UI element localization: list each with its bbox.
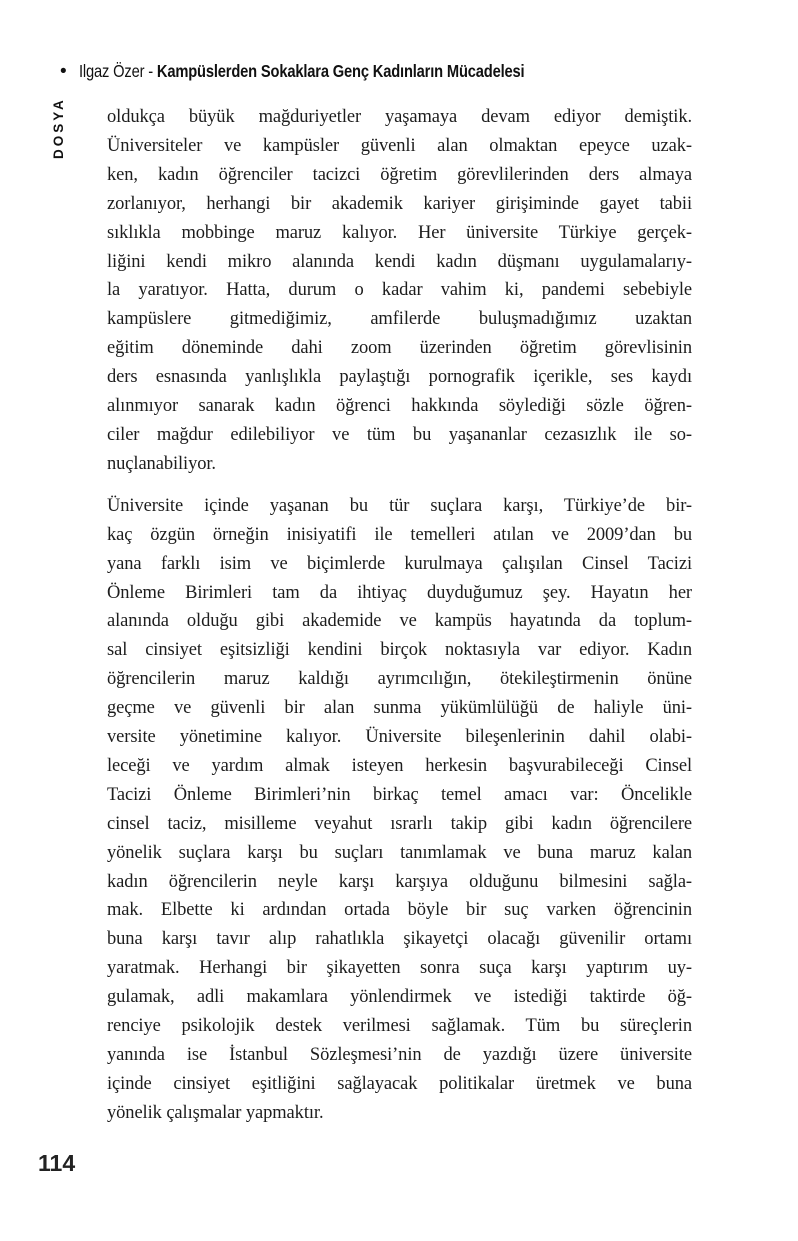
text-line: içinde cinsiyet eşitliğini sağlayacak politikalar üretmek ve buna [107, 1073, 692, 1094]
text-line: ders esnasında yanlışlıkla paylaştığı pornografik içerikle, ses kaydı [107, 367, 692, 388]
section-label-dosya: DOSYA [51, 97, 66, 159]
text-line: alınmıyor sanarak kadın öğrenci hakkında söylediği sözle öğren- [107, 396, 692, 417]
text-line: Önleme Birimleri tam da ihtiyaç duyduğumuz şey. Hayatın her [107, 582, 692, 603]
paragraph [107, 492, 692, 1128]
text-line: yana farklı isim ve biçimlerde kurulmaya çalışılan Cinsel Tacizi [107, 553, 692, 574]
page-header [60, 62, 609, 81]
header-title: Kampüslerden Sokaklara Genç Kadınların Mücadelesi [156, 60, 525, 81]
text-line: alanında olduğu gibi akademide ve kampüs hayatında da toplum- [107, 611, 692, 632]
header-text [78, 60, 525, 81]
text-line: yaratmak. Herhangi bir şikayetten sonra suça karşı yaptırım uy- [107, 958, 692, 979]
text-line: Üniversiteler ve kampüsler güvenli alan olmaktan epeyce uzak- [107, 135, 692, 156]
text-line: yönelik çalışmalar yapmaktır. [107, 1102, 324, 1123]
text-line: mak. Elbette ki ardından ortada böyle bir suç varken öğrencinin [107, 900, 692, 921]
header-author: Ilgaz Özer - [78, 60, 157, 81]
text-line: liğini kendi mikro alanında kendi kadın düşmanı uygulamalarıy- [107, 251, 692, 272]
text-line: öğrencilerin maruz kaldığı ayrımcılığın, ötekileştirmenin önüne [107, 669, 692, 690]
text-line: Tacizi Önleme Birimleri’nin birkaç temel amacı var: Öncelikle [107, 784, 692, 805]
text-line: yanında ise İstanbul Sözleşmesi’nin de yazdığı üzere üniversite [107, 1045, 692, 1065]
page-number: 114 [38, 1150, 76, 1176]
bullet-icon: • [60, 61, 67, 82]
text-line: geçme ve güvenli bir alan sunma yükümlülüğü de haliyle üni- [107, 698, 692, 719]
text-line: cinsel taciz, misilleme veyahut ısrarlı takip gibi kadın öğrencilere [107, 813, 692, 834]
text-line: kadın öğrencilerin neyle karşı karşıya olduğunu bilmesini sağla- [107, 871, 692, 892]
text-line: eğitim döneminde dahi zoom üzerinden öğretim görevlisinin [107, 338, 692, 359]
text-line: la yaratıyor. Hatta, durum o kadar vahim ki, pandemi sebebiyle [107, 280, 692, 301]
text-line: ciler mağdur edilebiliyor ve tüm bu yaşananlar cezasızlık ile so- [107, 424, 692, 445]
text-line: nuçlanabiliyor. [107, 453, 216, 474]
text-line: gulamak, adli makamlara yönlendirmek ve istediği taktirde öğ- [107, 987, 692, 1008]
text-line: buna karşı tavır alıp rahatlıkla şikayetçi olacağı güvenilir ortamı [107, 929, 692, 950]
body-text [107, 103, 692, 1128]
text-line: versite yönetimine kalıyor. Üniversite bileşenlerinin dahil olabi- [107, 727, 692, 748]
text-line: yönelik suçlara karşı bu suçları tanımlamak ve buna maruz kalan [107, 842, 692, 863]
text-line: sal cinsiyet eşitsizliği kendini birçok noktasıyla var ediyor. Kadın [107, 640, 692, 661]
text-line: kampüslere gitmediğimiz, amfilerde buluşmadığımız uzaktan [107, 309, 692, 330]
paragraph [107, 103, 692, 479]
text-line: leceği ve yardım almak isteyen herkesin başvurabileceği Cinsel [107, 755, 692, 776]
text-line: zorlanıyor, herhangi bir akademik kariyer girişiminde gayet tabii [107, 193, 692, 214]
text-line: renciye psikolojik destek verilmesi sağlamak. Tüm bu süreçlerin [107, 1016, 692, 1037]
text-line: kaç özgün örneğin inisiyatifi ile temelleri atılan ve 2009’dan bu [107, 524, 692, 545]
text-line: sıklıkla mobbinge maruz kalıyor. Her üniversite Türkiye gerçek- [107, 222, 692, 243]
text-line: Üniversite içinde yaşanan bu tür suçlara karşı, Türkiye’de bir- [107, 495, 692, 516]
text-line: ken, kadın öğrenciler tacizci öğretim görevlilerinden ders almaya [107, 164, 692, 185]
text-line: oldukça büyük mağduriyetler yaşamaya devam ediyor demiştik. [107, 107, 692, 127]
